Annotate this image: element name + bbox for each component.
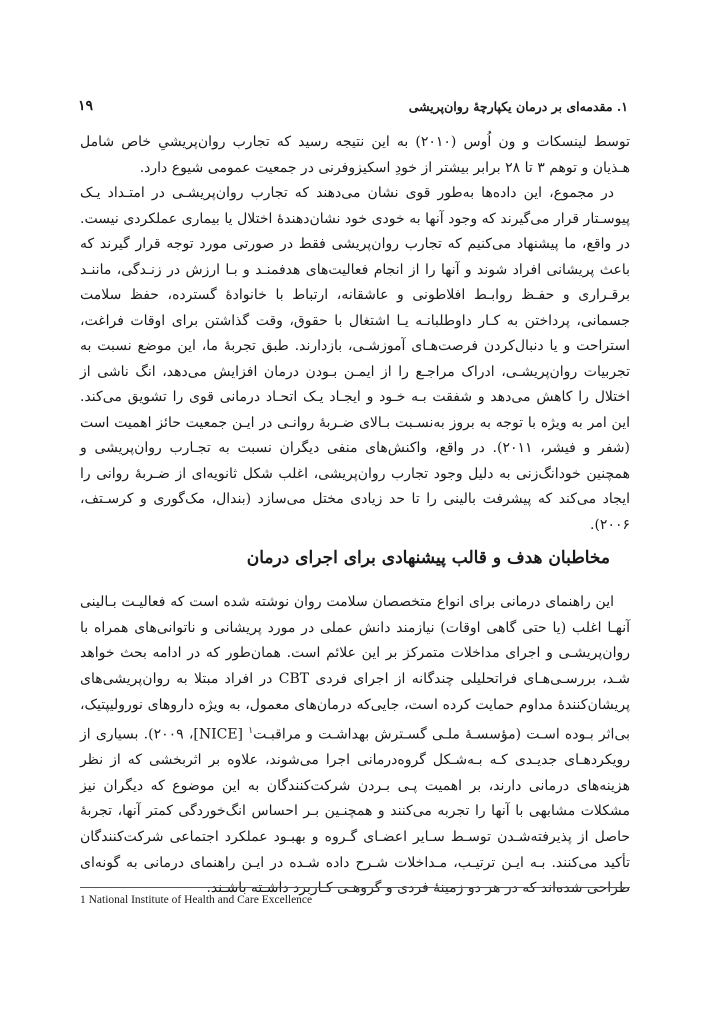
paragraph xyxy=(80,590,630,902)
paragraph-part: [NICE]، ۲۰۰۹). بسیاری از رویکردهـای جدیـدی کـه بـه‌شـکل گروه‌درمانی اجرا می‌شوند، علاوه بر اثربخشی که از نظر هزینه‌های درمانی دارند، بر اهمیت پـی بـردن شرکت‌کنندگان به این موضوع که دیگران نیز مشکلات مشابهی با آنها را تجربه می‌کنند و همچنـین بـر احساس انگ‌خوردگی کمتر آنها، تجربۀ حاصل از پذیرفته‌شـدن توسـط سـایر اعضـای گـروه و بهبـود عملکرد اجتماعی شرکت‌کنندگان تأکید می‌کنند. بـه ایـن ترتیـب، مـداخلات شـرح داده شـده در ایـن راهنمای درمانی به گونه‌ای طراحی شده‌اند که در هر دو زمینۀ فردی و گروهـی کـاربرد داشـته باشـند. xyxy=(80,726,630,897)
paragraph: توسط لینسکات و ون اُوس (۲۰۱۰) به این نتیجه رسید که تجارب روان‌پریشیِ خاص شامل هـذیان و توهم ۳ تا ۲۸ برابر بیشتر از خودِ اسکیزوفرنی در جمعیت عمومی شیوع دارد. xyxy=(80,134,630,176)
running-title: ۱. مقدمه‌ای بر درمان یکپارچۀ روان‌پریشی xyxy=(408,98,628,114)
page-header xyxy=(78,95,628,117)
body-text xyxy=(80,130,630,538)
paragraph-part: این راهنمای درمانی برای انواع متخصصان سلامت روان نوشته شده است که فعالیـت بـالینی آنهـا اغلب (یا حتی گاهی اوقات) نیازمند دانش عملی در مورد پریشانی و ناتوانی‌های همراه با روان‌پریشـی و اجرای مداخلات متمرکز بر این علائم است. همان‌طور که در ادامه بحث خواهد شـد، بررسـی‌هـای فراتحلیلی چندگانه از اجرای فردی CBT در افراد مبتلا به روان‌پریشی‌های پریشان‌کنندۀ مداوم حمایت کرده است، جایی‌که درمان‌های معمول، به ویژه داروهای نوروليپتيک، بی‌اثر بـوده اسـت (مؤسسـۀ ملـی گسـترش بهداشـت و مراقبـت xyxy=(80,594,631,743)
page-number: ۱۹ xyxy=(78,98,94,114)
footnote-marker: ۱ xyxy=(248,725,254,736)
paragraph: در مجموع، این داده‌ها به‌طور قوی نشان می‌دهند که تجارب روان‌پریشـی در امتـداد یـک پیوسـتار قرار می‌گیرند که وجود آنها به خودی خود نشان‌دهندۀ اختلال یا بیماری عملکردی نیست. در واقع، ما پیشنهاد می‌کنیم که تجارب روان‌پریشی فقط در صورتی مورد توجه قرار گیرند که باعث پریشانی افراد شوند و آنها را از انجام فعالیت‌های هدفمنـد و بـا ارزش در زنـدگی، ماننـد برقـراری و حفـظ روابـط افلاطونی و عاشقانه، ارتباط با خانوادۀ گسترده، حفظ سلامت جسمانی، پرداختن به کـار داوطلبانـه یـا اشتغال با حقوق، وقت گذاشتن برای اوقات فراغت، استراحت و یا دنبال‌کردن فرصت‌هـای آموزشـی، بازدارند. طبق تجربۀ ما، این موضع نسبت به تجربیات روان‌پریشـی، ادراک مراجـع را از ایمـن بـودن درمان افزایش می‌دهد، انگ ناشی از اختلال را کاهش می‌دهد و شفقت بـه خـود و ایجـاد یـک اتحـاد درمانی قوی را تشویق می‌کند. این امر به ویژه با توجه به بروز به‌نسـبت بـالای ضـربۀ روانـی در ایـن جمعیت حائز اهمیت است (شفر و فیشر، ۲۰۱۱). در واقع، واکنش‌های منفی دیگران نسبت به تجـارب روان‌پریشی و همچنین خودانگ‌زنی به دلیل وجود تجارب روان‌پریشی، اغلب شکل ثانویه‌ای از ضـربۀ روانی را ایجاد می‌کند که پیشرفت بالینی را تا حد زیادی مختل می‌سازد (بندال، مک‌گوری و کرسـتف، ۲۰۰۶). xyxy=(80,185,630,533)
footnote-divider xyxy=(80,887,630,888)
footnote: 1 National Institute of Health and Care Excellence xyxy=(80,894,313,906)
section-body xyxy=(80,590,630,902)
section-heading: مخاطبان هدف و قالب پیشنهادی برای اجرای درمان xyxy=(246,548,610,568)
